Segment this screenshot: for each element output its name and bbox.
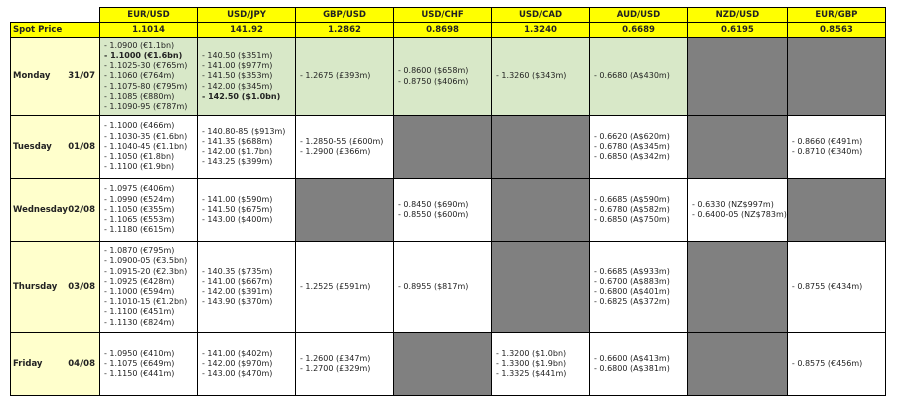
day-label-cell: [11, 38, 100, 116]
expiry-strike: - 1.1050 (€355m): [104, 204, 175, 214]
expiry-cell: [394, 242, 492, 333]
expiry-strike: - 0.6620 (A$620m): [594, 131, 670, 141]
expiry-cell: [590, 116, 688, 179]
expiry-cell: [198, 179, 296, 242]
expiry-strike: - 0.6685 (A$933m): [594, 266, 670, 276]
expiry-strike: - 1.1150 (€441m): [104, 369, 175, 379]
expiry-strike: - 1.1100 (€1.9bn): [104, 162, 175, 172]
day-row: [11, 38, 886, 116]
expiry-strike: - 1.3325 ($441m): [496, 369, 567, 379]
expiry-strike: - 1.1075-80 (€795m): [104, 81, 188, 91]
expiry-strike: - 1.1085 (€880m): [104, 91, 175, 101]
spot-price-value: 1.1014: [100, 23, 198, 38]
spot-price-label: Spot Price: [11, 23, 100, 38]
empty-expiry-cell: [394, 116, 492, 179]
empty-expiry-cell: [394, 333, 492, 396]
expiry-strike: - 1.1000 (€1.6bn): [104, 50, 183, 60]
expiry-strike: - 142.00 ($391m): [202, 287, 273, 296]
currency-header: NZD/USD: [688, 8, 788, 23]
day-name: Tuesday: [13, 141, 52, 152]
expiry-cell: [100, 242, 198, 333]
expiry-strike: - 1.2850-55 (£600m): [300, 136, 384, 146]
expiry-cell: [296, 242, 394, 333]
expiry-strike: - 1.2700 (£329m): [300, 364, 371, 373]
expiry-cell: [688, 179, 788, 242]
day-label-cell: [11, 179, 100, 242]
spot-price-value: 141.92: [198, 23, 296, 38]
expiry-strike: - 1.3300 ($1.9bn): [496, 358, 567, 368]
expiry-strike: - 1.1050 (€1.8bn): [104, 152, 175, 162]
expiry-strike: - 143.90 ($370m): [202, 297, 273, 307]
day-name: Wednesday: [13, 204, 68, 215]
day-date: 04/08: [68, 358, 95, 369]
expiry-cell: [296, 116, 394, 179]
expiry-strike: - 1.0990 (€524m): [104, 194, 175, 204]
expiry-strike: - 0.6680 (A$430m): [594, 71, 670, 81]
spot-price-value: 1.2862: [296, 23, 394, 38]
expiry-strike: - 1.2675 (£393m): [300, 71, 371, 81]
expiry-strike: - 0.8450 ($690m): [398, 199, 469, 209]
currency-header-row: [11, 8, 886, 23]
expiry-cell: [492, 333, 590, 396]
empty-expiry-cell: [787, 38, 885, 116]
expiry-strike: - 1.0900-05 (€3.5bn): [104, 256, 188, 266]
expiry-strike: - 0.6600 (A$413m): [594, 353, 670, 363]
expiry-strike: - 0.6780 (A$582m): [594, 204, 670, 214]
expiry-strike: - 1.0975 (€406m): [104, 184, 175, 194]
expiry-strike: - 140.35 ($735m): [202, 266, 273, 276]
expiry-strike: - 1.1040-45 (€1.1bn): [104, 141, 188, 151]
day-date: 02/08: [68, 204, 95, 215]
expiry-strike: - 0.6850 (A$342m): [594, 152, 670, 162]
expiry-strike: - 1.1000 (€594m): [104, 287, 175, 296]
day-label-cell: [11, 116, 100, 179]
expiry-strike: - 1.0900 (€1.1bn): [104, 40, 175, 50]
currency-header: USD/JPY: [198, 8, 296, 23]
day-label-cell: [11, 333, 100, 396]
expiry-strike: - 141.00 ($590m): [202, 194, 273, 204]
day-row: [11, 333, 886, 396]
expiry-strike: - 0.8710 (€340m): [791, 147, 863, 156]
currency-header: EUR/USD: [100, 8, 198, 23]
day-date: 03/08: [68, 281, 95, 292]
day-date: 31/07: [68, 71, 95, 82]
day-label-cell: [11, 242, 100, 333]
expiry-cell: [492, 38, 590, 116]
expiry-strike: - 1.1100 (€451m): [104, 307, 175, 317]
spot-price-value: 0.8698: [394, 23, 492, 38]
expiry-strike: - 1.1030-35 (€1.6bn): [104, 131, 188, 141]
expiry-strike: - 0.6400-05 (NZ$783m): [692, 210, 787, 219]
expiry-strike: - 142.50 ($1.0bn): [202, 91, 281, 101]
header-corner: [11, 8, 100, 23]
expiry-strike: - 141.50 ($675m): [202, 204, 273, 214]
expiry-strike: - 1.2525 (£591m): [300, 281, 371, 291]
expiry-cell: [590, 179, 688, 242]
spot-price-row: [11, 23, 886, 38]
expiry-strike: - 0.8750 ($406m): [398, 76, 469, 86]
expiry-cell: [787, 333, 885, 396]
expiry-strike: - 0.8550 ($600m): [398, 210, 469, 219]
expiry-strike: - 142.00 ($970m): [202, 358, 273, 368]
expiry-strike: - 1.3200 ($1.0bn): [496, 348, 567, 358]
day-date: 01/08: [68, 141, 95, 152]
expiry-strike: - 0.6685 (A$590m): [594, 194, 670, 204]
expiry-cell: [198, 242, 296, 333]
expiry-strike: - 143.00 ($470m): [202, 369, 273, 379]
spot-price-value: 0.6689: [590, 23, 688, 38]
empty-expiry-cell: [296, 179, 394, 242]
expiry-strike: - 141.35 ($688m): [202, 136, 273, 146]
day-row: [11, 116, 886, 179]
expiry-strike: - 0.6825 (A$372m): [594, 297, 670, 307]
expiry-strike: - 142.00 ($1.7bn): [202, 147, 273, 156]
fx-options-expiry-table: [10, 7, 886, 396]
expiry-cell: [100, 38, 198, 116]
expiry-strike: - 1.1090-95 (€787m): [104, 102, 188, 111]
expiry-strike: - 1.1130 (€824m): [104, 317, 175, 327]
empty-expiry-cell: [688, 116, 788, 179]
empty-expiry-cell: [688, 333, 788, 396]
expiry-strike: - 0.8575 (€456m): [791, 358, 863, 368]
expiry-rows: [11, 38, 886, 396]
expiry-strike: - 1.1075 (€649m): [104, 358, 175, 368]
expiry-cell: [100, 116, 198, 179]
expiry-cell: [198, 38, 296, 116]
expiry-strike: - 140.50 ($351m): [202, 50, 273, 60]
day-row: [11, 179, 886, 242]
expiry-cell: [296, 333, 394, 396]
expiry-strike: - 0.8600 ($658m): [398, 66, 469, 76]
expiry-strike: - 0.8955 ($817m): [398, 281, 469, 291]
currency-header: USD/CHF: [394, 8, 492, 23]
expiry-strike: - 1.0915-20 (€2.3bn): [104, 266, 188, 276]
expiry-strike: - 143.25 ($399m): [202, 157, 273, 167]
expiry-strike: - 1.1025-30 (€765m): [104, 61, 188, 71]
expiry-strike: - 140.80-85 ($913m): [202, 126, 286, 136]
expiry-strike: - 0.8660 (€491m): [791, 136, 863, 146]
empty-expiry-cell: [492, 116, 590, 179]
day-name: Monday: [13, 71, 51, 82]
expiry-strike: - 1.0870 (€795m): [104, 246, 175, 256]
day-row: [11, 242, 886, 333]
spot-price-value: 0.8563: [787, 23, 885, 38]
currency-header: GBP/USD: [296, 8, 394, 23]
expiry-strike: - 142.00 ($345m): [202, 81, 273, 91]
day-name: Friday: [13, 358, 43, 369]
expiry-cell: [198, 116, 296, 179]
expiry-cell: [394, 38, 492, 116]
expiry-strike: - 141.00 ($402m): [202, 348, 273, 358]
expiry-strike: - 1.1000 (€466m): [104, 121, 175, 131]
expiry-strike: - 0.6330 (NZ$997m): [692, 199, 774, 209]
spot-price-value: 1.3240: [492, 23, 590, 38]
expiry-cell: [100, 179, 198, 242]
currency-header: EUR/GBP: [787, 8, 885, 23]
expiry-strike: - 1.1010-15 (€1.2bn): [104, 297, 188, 307]
expiry-strike: - 0.6800 (A$381m): [594, 364, 670, 373]
expiry-cell: [100, 333, 198, 396]
expiry-cell: [394, 179, 492, 242]
spot-price-value: 0.6195: [688, 23, 788, 38]
expiry-strike: - 141.50 ($353m): [202, 71, 273, 81]
currency-header: USD/CAD: [492, 8, 590, 23]
expiry-strike: - 1.1060 (€764m): [104, 71, 175, 81]
expiry-strike: - 1.2900 (£366m): [300, 147, 371, 156]
expiry-strike: - 1.0950 (€410m): [104, 348, 175, 358]
day-name: Thursday: [13, 281, 58, 292]
expiry-strike: - 0.8755 (€434m): [791, 281, 863, 291]
expiry-strike: - 143.00 ($400m): [202, 215, 273, 225]
expiry-strike: - 1.1065 (€553m): [104, 215, 175, 225]
empty-expiry-cell: [787, 179, 885, 242]
empty-expiry-cell: [688, 38, 788, 116]
expiry-cell: [590, 333, 688, 396]
expiry-cell: [590, 38, 688, 116]
expiry-strike: - 1.3260 ($343m): [496, 71, 567, 81]
expiry-strike: - 141.00 ($977m): [202, 61, 273, 71]
currency-header: AUD/USD: [590, 8, 688, 23]
empty-expiry-cell: [492, 179, 590, 242]
expiry-strike: - 1.1180 (€615m): [104, 225, 175, 235]
expiry-cell: [590, 242, 688, 333]
empty-expiry-cell: [688, 242, 788, 333]
expiry-strike: - 0.6780 (A$345m): [594, 141, 670, 151]
expiry-cell: [198, 333, 296, 396]
empty-expiry-cell: [492, 242, 590, 333]
expiry-strike: - 0.6800 (A$401m): [594, 287, 670, 296]
expiry-strike: - 1.0925 (€428m): [104, 276, 175, 286]
expiry-cell: [787, 242, 885, 333]
expiry-cell: [296, 38, 394, 116]
expiry-strike: - 141.00 ($667m): [202, 276, 273, 286]
expiry-strike: - 1.2600 (£347m): [300, 353, 371, 363]
expiry-cell: [787, 116, 885, 179]
expiry-strike: - 0.6850 (A$750m): [594, 215, 670, 225]
expiry-strike: - 0.6700 (A$883m): [594, 276, 670, 286]
